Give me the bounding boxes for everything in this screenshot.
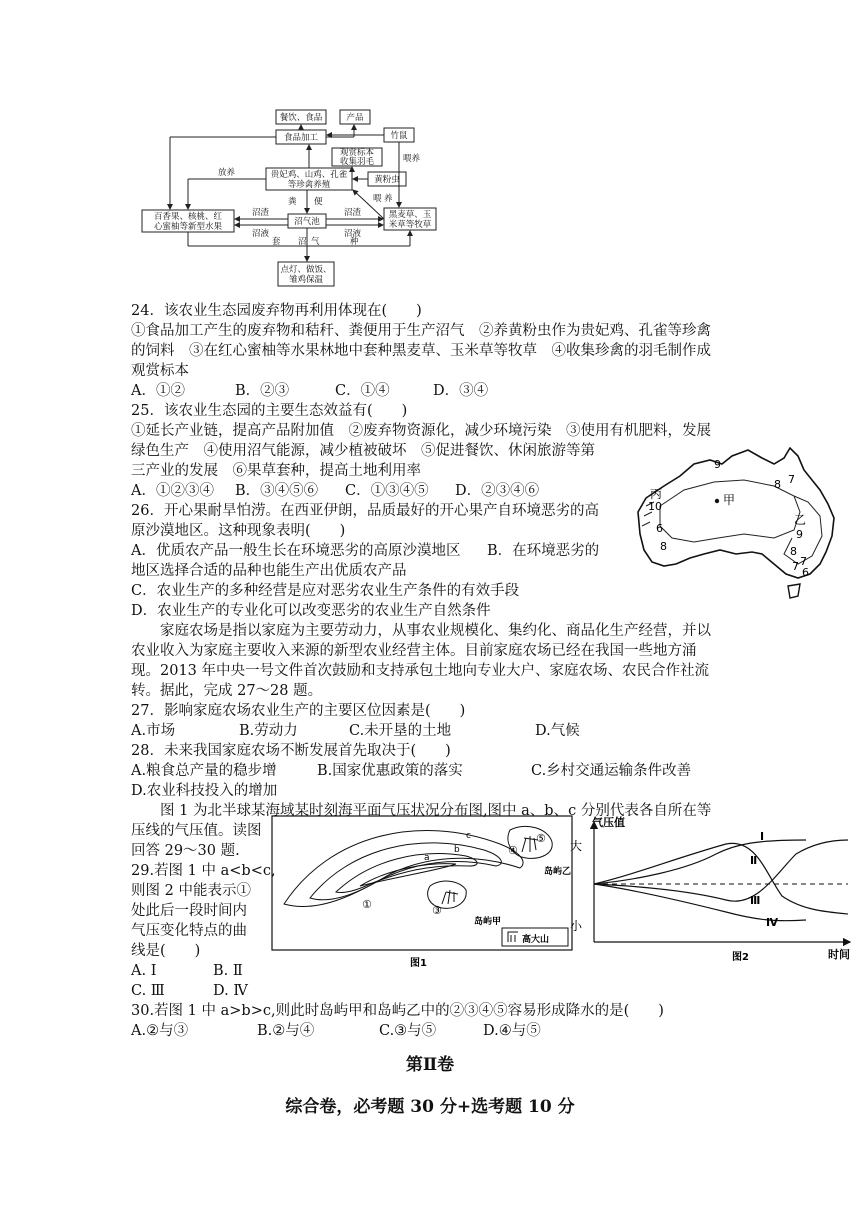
curve-2 [594, 840, 848, 901]
q25-line2: ①延长产业链，提高产品附加值 ②废弃物资源化，减少环境污染 ③使用有机肥料，发展 [131, 423, 711, 439]
q29-options-cd [131, 981, 248, 1001]
q27-option-c[interactable]: C.未开垦的土地 [349, 723, 452, 739]
num-8b: 8 [660, 540, 667, 553]
num-7b: 7 [800, 555, 807, 568]
curve-label-4: Ⅳ [766, 916, 779, 929]
label-b: b [454, 845, 460, 855]
q24-option-d[interactable]: D．③④ [433, 383, 489, 399]
fig2-y-label: 气压值 [592, 816, 625, 829]
box-dining [276, 110, 326, 124]
figure-2-pressure-curves [566, 814, 860, 964]
q29-options-ab [131, 961, 243, 981]
q24-option-b[interactable]: B．②③ [235, 383, 290, 399]
label-point-1: ① [362, 898, 372, 911]
australia-map [624, 446, 856, 602]
section-subtitle: 综合卷，必考题 30 分+选考题 10 分 [285, 1097, 575, 1117]
num-7a: 7 [788, 473, 795, 486]
q24-stem: 24．该农业生态园废弃物再利用体现在( ) [131, 303, 422, 319]
svg-text:产品: 产品 [346, 113, 364, 123]
label-c: c [466, 831, 471, 841]
q28-options [131, 761, 691, 781]
q27-options [131, 721, 580, 741]
q26-option-a[interactable]: A．优质农产品一般生长在环境恶劣的高原沙漠地区 [131, 543, 461, 559]
passage-line3: 现。2013 年中央一号文件首次鼓励和支持承包土地向专业大户、家庭农场、农民合作社流 [131, 663, 710, 679]
edge-residue-right: 沼渣 [344, 208, 362, 218]
q26-option-c[interactable]: C．农业生产的多种经营是应对恶劣农业生产条件的有效手段 [131, 583, 520, 599]
q26-stem: 26．开心果耐旱怕涝。在西亚伊朗，品质最好的开心果产自环境恶劣的高 [131, 503, 599, 519]
tasmania [788, 584, 800, 598]
svg-text:黄粉虫: 黄粉虫 [374, 175, 400, 185]
num-6b: 6 [802, 566, 809, 579]
edge-gas: 气 [311, 237, 320, 247]
num-6a: 6 [656, 522, 663, 535]
q30-option-c[interactable]: C.③与⑤ [379, 1023, 437, 1039]
edge-manure2: 便 [314, 197, 323, 207]
q27-option-d[interactable]: D.气候 [535, 723, 580, 739]
box-biogas-pool [288, 214, 326, 228]
fig2-big-label: 大 [570, 839, 583, 853]
passage-line1: 家庭农场是指以家庭为主要劳动力，从事农业规模化、集约化、商品化生产经营，并以 [160, 623, 711, 639]
fig1-caption: 图1 [410, 958, 427, 969]
svg-text:沼气池: 沼气池 [294, 217, 320, 227]
svg-text:食品加工: 食品加工 [283, 133, 319, 143]
q25-option-a[interactable]: A．①②③④ [131, 483, 214, 499]
q25-line4: 三产业的发展 ⑥果草套种，提高土地利用率 [131, 463, 421, 479]
num-8a: 8 [774, 478, 781, 491]
q29-line3: 处此后一段时间内 [131, 903, 247, 919]
q25-options [131, 481, 539, 501]
q29-option-c[interactable]: C. Ⅲ [131, 983, 165, 999]
section-title: 第Ⅱ卷 [405, 1055, 455, 1075]
q28-option-d[interactable]: D.农业科技投入的增加 [131, 783, 278, 799]
edge-release: 放养 [218, 168, 236, 178]
box-bamboo-rat [384, 128, 414, 142]
q30-option-d[interactable]: D.④与⑤ [483, 1023, 541, 1039]
label-a: a [424, 853, 430, 863]
box-birds [266, 168, 352, 190]
q29-line4: 气压变化特点的曲 [131, 923, 247, 939]
q25-option-d[interactable]: D．②③④⑥ [455, 483, 540, 499]
q29-line2: 则图 2 中能表示① [131, 883, 251, 899]
label-island-yi: 岛屿乙 [544, 867, 572, 877]
box-food-processing [276, 130, 326, 144]
q29-line1: 29.若图 1 中 a<b<c, [131, 863, 276, 879]
q28-stem: 28．未来我国家庭农场不断发展首先取决于( ) [131, 743, 451, 759]
edge-liquid-right: 沼液 [344, 229, 362, 239]
q26-option-ab [131, 541, 599, 561]
edge-zhong: 种 [350, 237, 359, 247]
q24-option-a[interactable]: A．①② [131, 383, 185, 399]
svg-text:心蜜柚等新型水果: 心蜜柚等新型水果 [153, 222, 223, 232]
box-energy [278, 262, 334, 286]
fig2-small-label: 小 [570, 919, 583, 933]
box-grass [384, 208, 436, 230]
edge-residue-left: 沼渣 [252, 208, 270, 218]
q27-stem: 27．影响家庭农场农业生产的主要区位因素是( ) [131, 703, 466, 719]
svg-text:贵妃鸡、山鸡、孔雀: 贵妃鸡、山鸡、孔雀 [270, 170, 348, 180]
q26-option-d[interactable]: D．农业生产的专业化可以改变恶劣的农业生产自然条件 [131, 603, 491, 619]
fig-intro-line1: 图 1 为北半球某海域某时刻海平面气压状况分布图,图中 a、b、c 分别代表各自所在等 [160, 803, 712, 819]
edge-feed2: 喂 [373, 194, 382, 204]
q29-line5: 线是( ) [131, 943, 201, 959]
label-point-3: ③ [432, 904, 442, 917]
edge-feed1: 喂养 [403, 154, 421, 164]
box-mealworm [368, 172, 406, 186]
label-point-4: ④ [508, 844, 518, 857]
eco-agriculture-flow-diagram [140, 106, 440, 290]
q25-line3: 绿色生产 ④使用沼气能源，减少植被破坏 ⑤促进餐饮、休闲旅游等第 [131, 443, 595, 459]
label-island-jia: 岛屿甲 [474, 917, 502, 927]
q25-option-b[interactable]: B．③④⑤⑥ [235, 483, 319, 499]
q24-line2: ①食品加工产生的废弃物和秸秆、粪便用于生产沼气 ②养黄粉虫作为贵妃鸡、孔雀等珍禽 [131, 323, 711, 339]
svg-text:收集羽毛: 收集羽毛 [339, 157, 375, 167]
num-8c: 8 [790, 545, 797, 558]
box-specimen [332, 147, 382, 167]
fig-intro-line3: 回答 29～30 题. [131, 843, 240, 859]
label-yi: 乙 [794, 513, 807, 527]
curve-label-2: Ⅱ [750, 854, 758, 867]
q29-option-a[interactable]: A. Ⅰ [131, 963, 157, 979]
edge-biogas: 沼 [298, 237, 307, 247]
q26-option-b[interactable]: B．在环境恶劣的 [487, 543, 600, 559]
q30-options [131, 1021, 541, 1041]
edge-liquid-left: 沼液 [252, 229, 270, 239]
svg-text:百香果、核桃、红: 百香果、核桃、红 [153, 212, 223, 222]
svg-text:餐饮、食品: 餐饮、食品 [279, 113, 323, 123]
label-bing: 丙 [650, 487, 663, 501]
fig2-caption: 图2 [732, 952, 749, 963]
q30-stem: 30.若图 1 中 a>b>c,则此时岛屿甲和岛屿乙中的②③④⑤容易形成降水的是( ) [131, 1003, 664, 1019]
box-product [340, 110, 370, 124]
edge-feed3: 养 [384, 194, 393, 204]
q24-line3: 的饲料 ③在红心蜜柚等水果林地中套种黑麦草、玉米草等牧草 ④收集珍禽的羽毛制作成 [131, 343, 711, 359]
q29-option-d[interactable]: D. Ⅳ [213, 983, 248, 999]
q29-option-b[interactable]: B. Ⅱ [213, 963, 243, 979]
q28-option-c[interactable]: C.乡村交通运输条件改善 [531, 763, 692, 779]
q27-option-a[interactable]: A.市场 [131, 723, 176, 739]
q30-option-a[interactable]: A.②与③ [131, 1023, 189, 1039]
q25-stem: 25．该农业生态园的主要生态效益有( ) [131, 403, 408, 419]
label-point-5: ⑤ [536, 832, 546, 845]
num-9a: 9 [714, 458, 721, 471]
q26-option-b-cont: 地区选择合适的品种也能生产出优质农产品 [131, 563, 407, 579]
curve-label-1: Ⅰ [760, 830, 765, 843]
box-fruit [142, 210, 234, 232]
isobar-c [310, 843, 501, 900]
fig2-x-label: 时间 [828, 948, 850, 961]
svg-text:黑麦草、玉: 黑麦草、玉 [388, 210, 432, 220]
num-7c: 7 [792, 560, 799, 573]
q27-option-b[interactable]: B.劳动力 [239, 723, 298, 739]
passage-line4: 转。据此，完成 27～28 题。 [131, 683, 323, 699]
svg-text:竹鼠: 竹鼠 [390, 131, 408, 141]
point-jia [715, 499, 719, 503]
figure-1-isobar-map [270, 814, 574, 974]
island-jia-mountain [442, 890, 458, 904]
svg-text:观赏标本: 观赏标本 [339, 148, 375, 158]
q28-option-a[interactable]: A.粮食总产量的稳步增 [131, 763, 277, 779]
q30-option-b[interactable]: B.②与④ [257, 1023, 315, 1039]
q26-line2: 原沙漠地区。这种现象表明( ) [131, 523, 346, 539]
svg-text:等珍禽养殖: 等珍禽养殖 [287, 180, 331, 190]
mountain-legend-label: 高大山 [522, 935, 550, 945]
q24-options [131, 381, 488, 401]
passage-line2: 农业收入为家庭主要收入来源的新型农业经营主体。目前家庭农场已经在我国一些地方涌 [131, 643, 697, 659]
fig-intro-line2: 压线的气压值。读图 [131, 823, 262, 839]
svg-text:米草等牧草: 米草等牧草 [388, 220, 432, 230]
q28-option-b[interactable]: B.国家优惠政策的落实 [317, 763, 463, 779]
q24-line4: 观赏标本 [131, 363, 189, 379]
svg-text:点灯、做饭、: 点灯、做饭、 [280, 265, 332, 275]
num-10: 10 [648, 500, 662, 513]
edge-manure1: 粪 [288, 197, 297, 207]
num-9b: 9 [796, 528, 803, 541]
label-jia: 甲 [723, 493, 736, 507]
edge-tao: 套 [272, 237, 281, 247]
q24-option-c[interactable]: C．①④ [335, 383, 390, 399]
q25-option-c[interactable]: C．①③④⑤ [345, 483, 429, 499]
svg-text:雏鸡保温: 雏鸡保温 [288, 275, 324, 285]
curve-label-3: Ⅲ [750, 894, 761, 907]
